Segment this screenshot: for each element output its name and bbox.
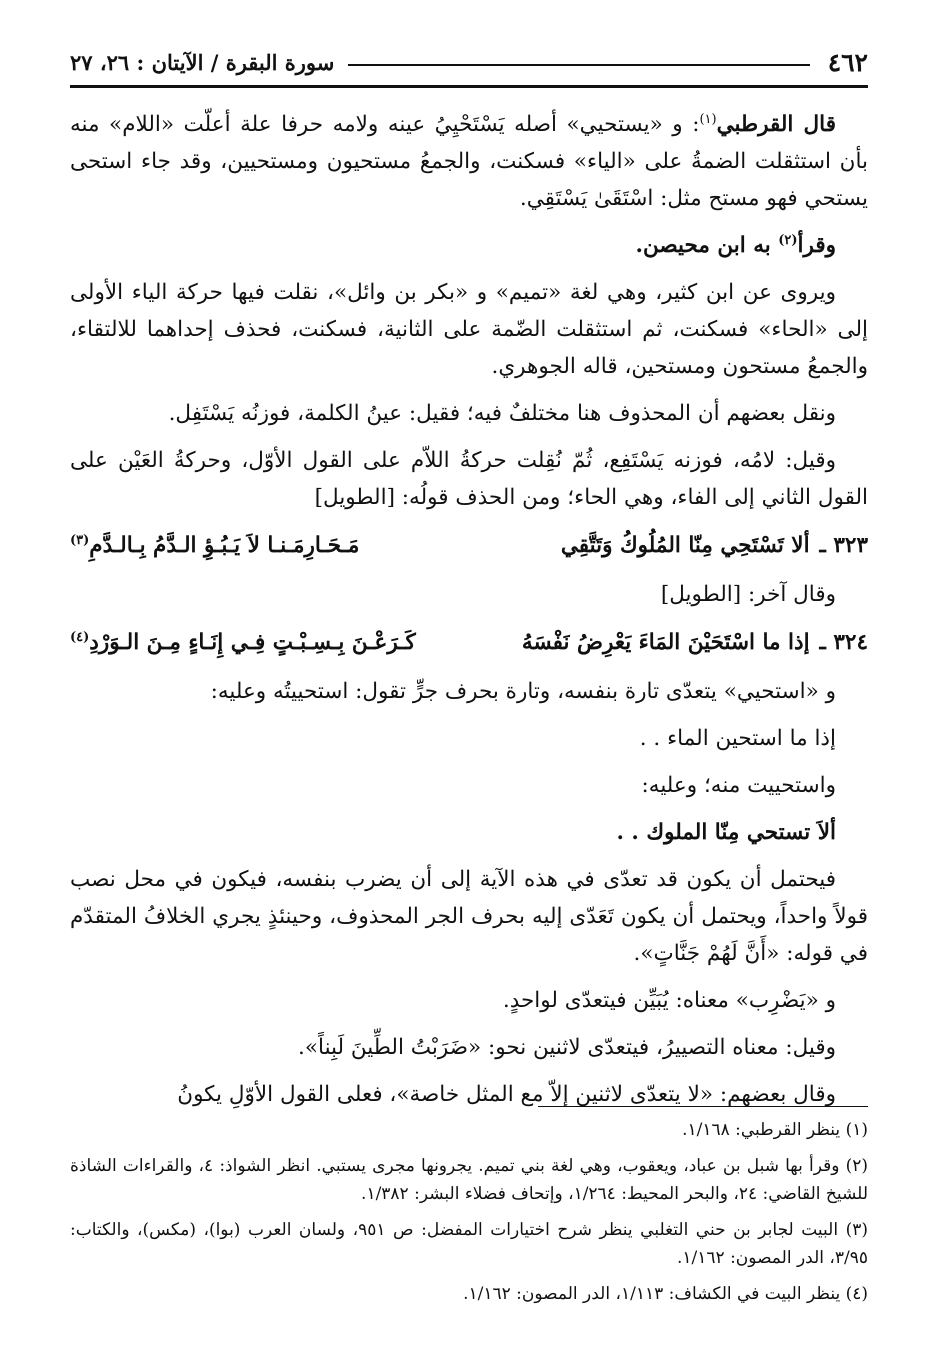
- footnote-ref: (٣): [69, 532, 90, 548]
- verse-first-hemistich: ألا تَسْتَحِي مِنّا المُلُوكُ وَتَتَّقِي: [560, 533, 810, 558]
- paragraph-text: : و «يستحيي» أصله يَسْتَحْيِيُ عينه ولامه حرفا علة أعلّت «اللام» منه بأن استثقلت الضمةُ على «الياء» فسكنت، والجمعُ مستحيون ومستحيين، وقد جاء استحى يستحي فهو مستح مثل: اسْتَقَىٰ يَسْتَقِي.: [70, 112, 868, 211]
- footnote: (٤) ينظر البيت في الكشاف: ١/١١٣، الدر المصون: ١/١٦٢.: [463, 1284, 868, 1304]
- footnotes: [70, 1116, 868, 1316]
- paragraph: [70, 227, 868, 264]
- paragraph: ألاَ تستحي مِنّا الملوك . .: [616, 820, 836, 845]
- poetry-verse: [70, 623, 868, 663]
- footnote: (٣) البيت لجابر بن حني التغلبي ينظر شرح اختيارات المفضل: ص ٩٥١، ولسان العرب (بوا)، (مكس)، والكتاب: ٣/٩٥، الدر المصون: ١/١٦٢.: [70, 1220, 868, 1268]
- footnote-ref: (٢): [778, 232, 798, 248]
- main-text: [70, 106, 868, 1123]
- verse-second-hemistich: [70, 526, 440, 566]
- footnote: (١) ينظر القرطبي: ١/١٦٨.: [682, 1120, 868, 1140]
- verse-second-hemistich-text: كَـرَعْـنَ بِـسِـبْـتٍ فِـي إِنَـاءٍ مِـنَ الـوَرْدِ: [89, 630, 416, 655]
- paragraph: واستحييت منه؛ وعليه:: [641, 773, 836, 798]
- paragraph: و «استحيي» يتعدّى تارة بنفسه، وتارة بحرف جرٍّ تقول: استحييتُه وعليه:: [210, 679, 836, 704]
- footnote-ref: (٤): [69, 629, 90, 645]
- paragraph: ويروى عن ابن كثير، وهي لغة «تميم» و «بكر بن وائل»، نقلت فيها حركة الياء الأولى إلى «الحاء» فسكنت، ثم استثقلت الضّمة على الثانية، فسكنت، فحذف إحداهما للالتقاء، والجمعُ مستحون ومستحين، قاله الجوهري.: [70, 280, 868, 379]
- surah-title: سورة البقرة / الآيتان : ٢٦، ٢٧: [70, 49, 335, 75]
- verse-first-hemistich: إذا ما اسْتَحَيْنَ المَاءَ يَعْرِضُ نَفْسَهُ: [521, 630, 810, 655]
- footnote: (٢) وقرأ بها شبل بن عباد، ويعقوب، وهي لغة بني تميم. يجرونها مجرى يستبي. انظر الشواذ: ٤، والقراءات الشاذة للشيخ القاضي: ٢٤، والبحر المحيط: ١/٢٦٤، وإتحاف فضلاء البشر: ١/٣٨٢.: [70, 1156, 868, 1204]
- paragraph: ونقل بعضهم أن المحذوف هنا مختلفٌ فيه؛ فقيل: عينُ الكلمة، فوزنُه يَسْتَفِل.: [168, 401, 836, 426]
- verse-second-hemistich-text: مَـحَـارِمَـنـا لاَ يَـبُـؤِ الـدَّمُ بِـالـدَّمِ: [89, 533, 360, 558]
- paragraph: وقيل: معناه التصييرُ، فيتعدّى لاثنين نحو: «ضَرَبْتُ الطِّينَ لَبِناً».: [298, 1035, 836, 1060]
- verse-second-hemistich: [70, 623, 440, 663]
- verse-number: ٣٢٤ ـ: [819, 630, 868, 655]
- page-number: ٤٦٢: [827, 47, 868, 77]
- paragraph: وقيل: لامُه، فوزنه يَسْتَفِع، ثُمّ نُقِلت حركةُ اللاّم على القول الأوّل، وحركةُ العَيْن على القول الثاني إلى الفاء، وهي الحاء؛ ومن الحذف قولُه: [الطويل]: [70, 448, 868, 510]
- paragraph-lead: وقرأ: [797, 233, 836, 258]
- paragraph: وقال بعضهم: «لا يتعدّى لاثنين إلاّ مع المثل خاصة»، فعلى القول الأوّلِ يكونُ: [177, 1082, 836, 1107]
- page-header: [70, 40, 868, 84]
- paragraph: [70, 106, 868, 217]
- header-divider: [70, 85, 868, 88]
- paragraph: وقال آخر: [الطويل]: [660, 582, 836, 607]
- footnote-ref: (١): [699, 111, 717, 127]
- header-rule: [348, 64, 809, 66]
- paragraph: فيحتمل أن يكون قد تعدّى في هذه الآية إلى أن يضرب بنفسه، فيكون في محل نصب قولاً واحداً، ويحتمل أن يكون تَعَدّى إليه بحرف الجر المحذوف، وحينئذٍ يجري الخلافُ المتقدّم في قوله: «أَنَّ لَهُمْ جَنَّاتٍ».: [70, 867, 868, 966]
- poetry-verse: [70, 526, 868, 566]
- verse-number: ٣٢٣ ـ: [819, 533, 868, 558]
- paragraph-text: به ابن محيصن.: [635, 233, 779, 258]
- paragraph: و «يَضْرِب» معناه: يُبَيِّن فيتعدّى لواحدٍ.: [502, 988, 836, 1013]
- paragraph: إذا ما استحين الماء . .: [639, 726, 836, 751]
- paragraph-lead: قال القرطبي: [716, 112, 836, 137]
- footnote-divider: [538, 1106, 868, 1107]
